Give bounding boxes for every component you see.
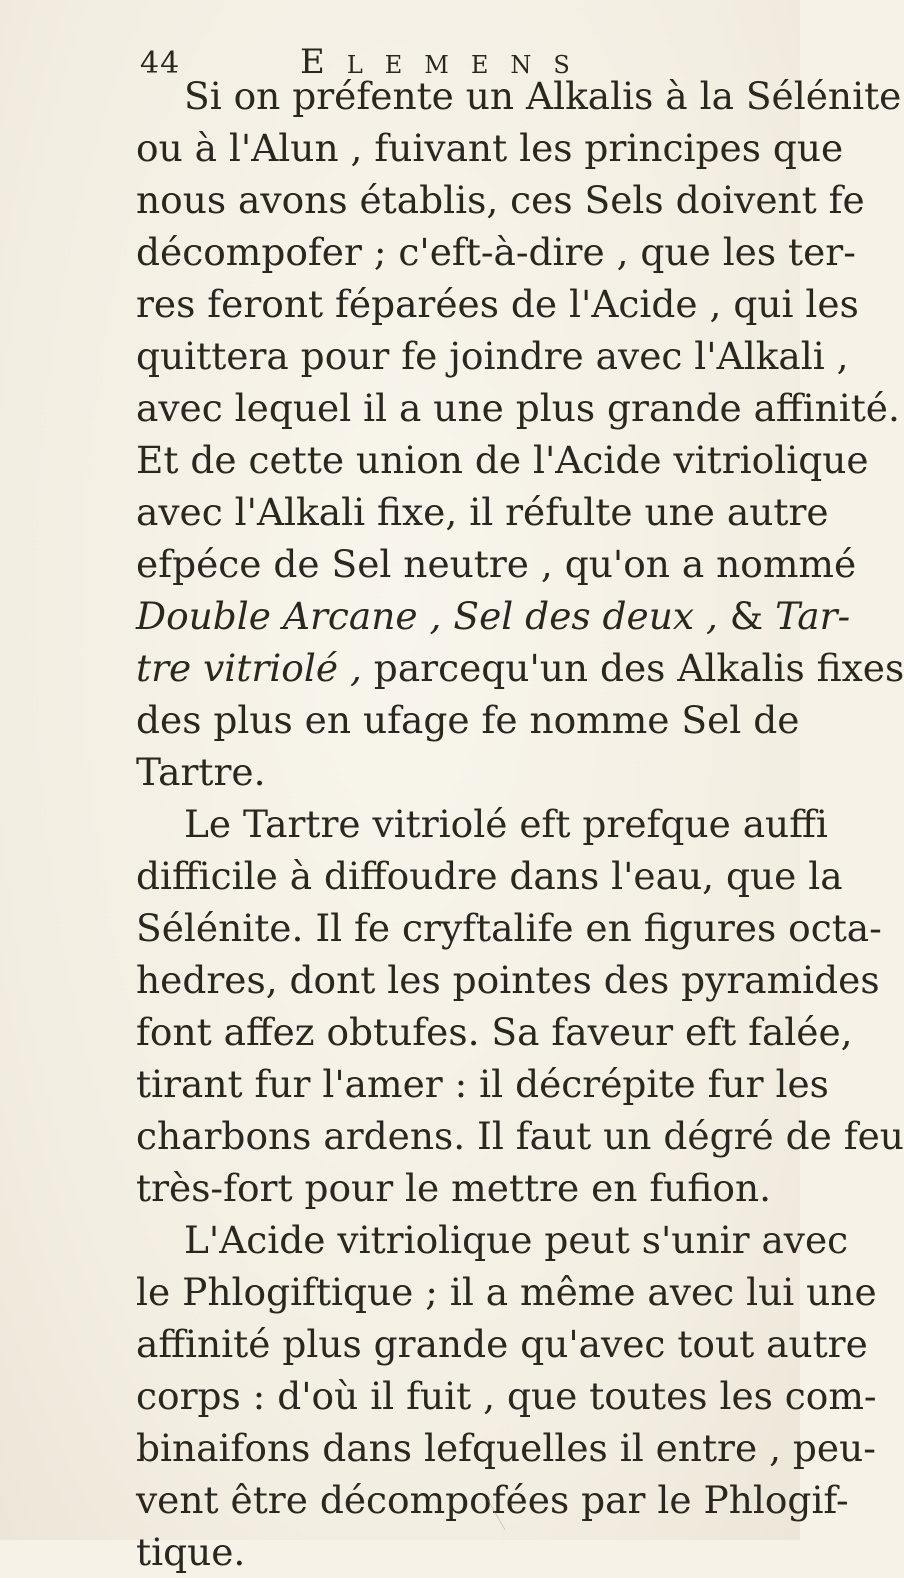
text-line: tique. [136, 1530, 246, 1574]
body-text [136, 70, 904, 1578]
conjunction: & [717, 594, 776, 638]
text-line: Tartre. [136, 750, 266, 794]
text-line: Et de cette union de l'Acide vitriolique [136, 438, 869, 482]
text-line: le Phlogiftique ; il a même avec lui une [136, 1270, 877, 1314]
running-title: Elemens [300, 42, 592, 82]
italic-term: Sel des deux , [453, 594, 718, 638]
text-line: charbons ardens. Il faut un dégré de feu [136, 1114, 904, 1158]
text-line: Sélénite. Il fe cryftalife en figures octa- [136, 906, 882, 950]
text-line: affinité plus grande qu'avec tout autre [136, 1322, 868, 1366]
text-line: vent être décompofées par le Phlogif- [136, 1478, 849, 1522]
text-line: binaifons dans lefquelles il entre , peu- [136, 1426, 876, 1470]
text-line: tirant fur l'amer : il décrépite fur les [136, 1062, 829, 1106]
text-line-mixed [136, 590, 851, 642]
page-number: 44 [140, 46, 181, 81]
text-line: des plus en ufage fe nomme Sel de [136, 698, 800, 742]
text-line: corps : d'où il fuit , que toutes les com- [136, 1374, 877, 1418]
text-line: Si on préfente un Alkalis à la Sélénite [184, 74, 902, 118]
text-line: quittera pour fe joindre avec l'Alkali , [136, 334, 849, 378]
text-line: res feront féparées de l'Acide , qui les [136, 282, 859, 326]
text-line-mixed [136, 642, 904, 694]
italic-term: Tar- [775, 594, 851, 638]
text-line: avec l'Alkali fixe, il réfulte une autre [136, 490, 829, 534]
italic-term: tre vitriolé , [136, 646, 362, 690]
text-line: ou à l'Alun , fuivant les principes que [136, 126, 844, 170]
text-line: Le Tartre vitriolé eft prefque auffi [184, 802, 828, 846]
text-line: avec lequel il a une plus grande affinité. [136, 386, 900, 430]
text-line: nous avons établis, ces Sels doivent fe [136, 178, 865, 222]
text-line: difficile à diffoudre dans l'eau, que la [136, 854, 843, 898]
text-line: hedres, dont les pointes des pyramides [136, 958, 880, 1002]
text-line: font affez obtufes. Sa faveur eft falée, [136, 1010, 853, 1054]
text-line: L'Acide vitriolique peut s'unir avec [184, 1218, 849, 1262]
text-run: parcequ'un des Alkalis fixes [361, 646, 904, 690]
text-line: décompofer ; c'eft-à-dire , que les ter- [136, 230, 856, 274]
text-line: très-fort pour le mettre en fufion. [136, 1166, 772, 1210]
italic-term: Double Arcane , [136, 594, 442, 638]
text-line: efpéce de Sel neutre , qu'on a nommé [136, 542, 857, 586]
